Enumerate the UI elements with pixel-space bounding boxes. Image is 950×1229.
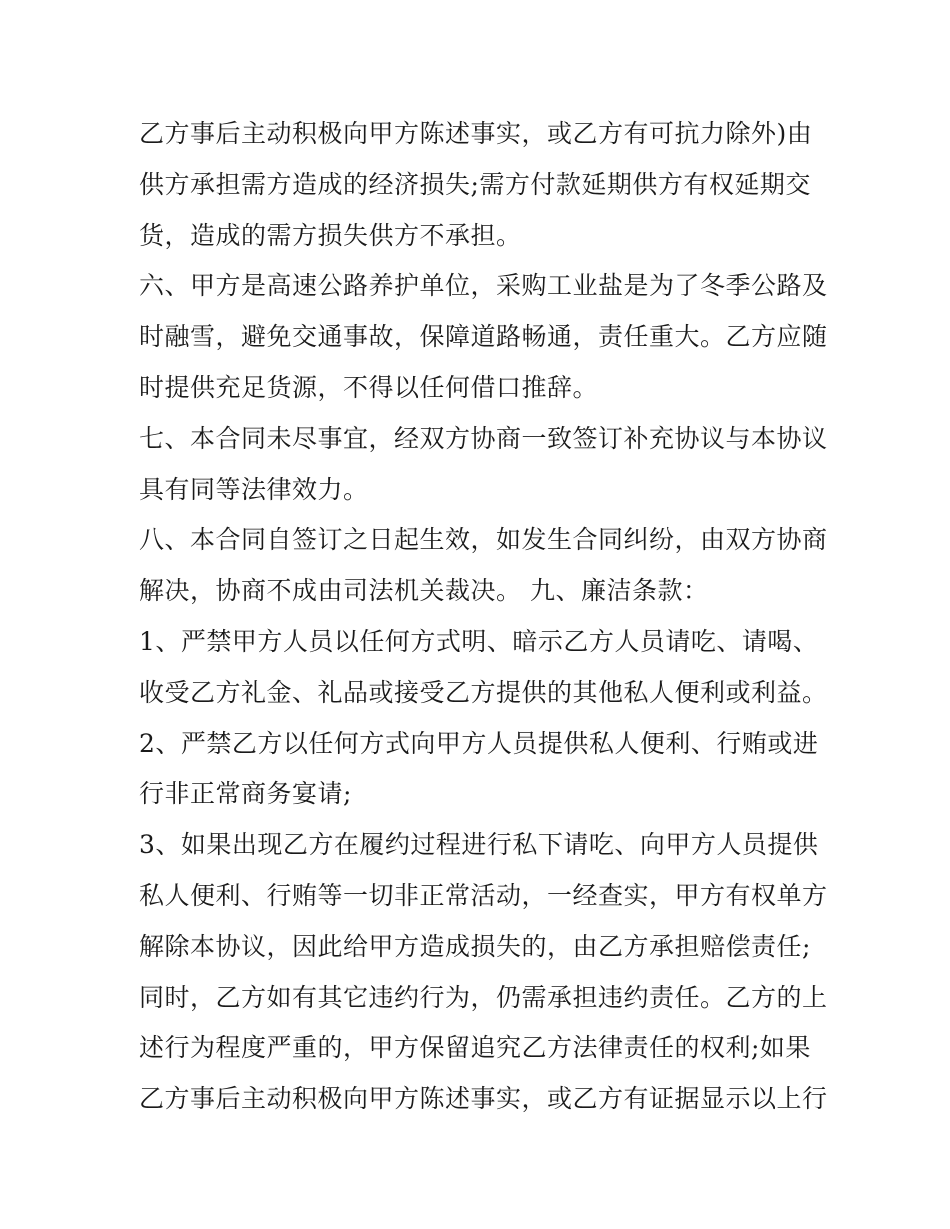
text-line: 解决，协商不成由司法机关裁决。 九、廉洁条款： (139, 576, 709, 606)
contract-text (139, 109, 829, 1125)
text-line: 时提供充足货源，不得以任何借口推辞。 (139, 372, 599, 402)
text-line: 供方承担需方造成的经济损失;需方付款延期供方有权延期交 (139, 169, 811, 199)
text-line: 述行为程度严重的，甲方保留追究乙方法律责任的权利;如果 (139, 1033, 811, 1063)
text-line: 具有同等法律效力。 (139, 474, 369, 504)
text-line: 行非正常商务宴请; (139, 779, 352, 809)
integrity-item-3-line: 3、如果出现乙方在履约过程进行私下请吃、向甲方人员提供 (139, 830, 819, 860)
integrity-item-1-line: 1、严禁甲方人员以任何方式明、暗示乙方人员请吃、请喝、 (139, 626, 819, 656)
clause-7-line: 七、本合同未尽事宜，经双方协商一致签订补充协议与本协议 (139, 423, 828, 453)
text-line: 收受乙方礼金、礼品或接受乙方提供的其他私人便利或利益。 (139, 677, 828, 707)
clause-8-line: 八、本合同自签订之日起生效，如发生合同纠纷，由双方协商 (139, 525, 828, 555)
text-line: 解除本协议，因此给甲方造成损失的，由乙方承担赔偿责任; (139, 931, 811, 961)
text-line: 同时，乙方如有其它违约行为，仍需承担违约责任。乙方的上 (139, 982, 828, 1012)
integrity-item-2-line: 2、严禁乙方以任何方式向甲方人员提供私人便利、行贿或进 (139, 728, 819, 758)
text-line: 货，造成的需方损失供方不承担。 (139, 220, 522, 250)
text-line: 乙方事后主动积极向甲方陈述事实，或乙方有证据显示以上行 (139, 1084, 828, 1114)
clause-6-line: 六、甲方是高速公路养护单位，采购工业盐是为了冬季公路及 (139, 271, 828, 301)
text-line: 乙方事后主动积极向甲方陈述事实，或乙方有可抗力除外)由 (139, 119, 813, 148)
text-line: 时融雪，避免交通事故，保障道路畅通，责任重大。乙方应随 (139, 322, 828, 352)
text-line: 私人便利、行贿等一切非正常活动，一经查实，甲方有权单方 (139, 880, 828, 910)
